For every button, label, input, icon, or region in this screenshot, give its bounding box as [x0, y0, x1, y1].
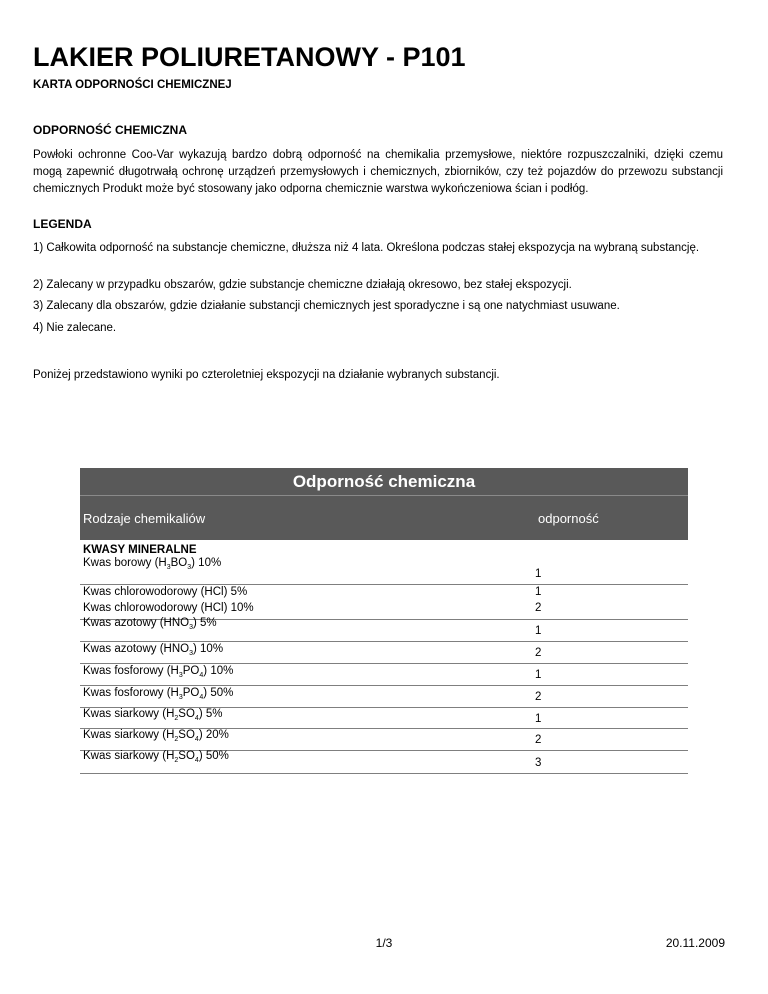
table-row	[80, 642, 688, 664]
page-number: 1/3	[375, 936, 393, 950]
chemical-name: Kwas chlorowodorowy (HCl) 5%	[83, 586, 248, 598]
resistance-value: 1	[535, 669, 542, 681]
legend-item: 1) Całkowita odporność na substancje chemiczne, dłuższa niż 4 lata. Określona podczas stałej ekspozycja na wybraną substancję.	[33, 242, 700, 254]
resistance-value: 1	[535, 568, 542, 580]
document-date: 20.11.2009	[665, 936, 725, 950]
chemical-name: Kwas fosforowy $(H_3PO_4)$ 10%	[83, 665, 234, 679]
table-row	[80, 708, 688, 729]
resistance-value: 1	[535, 586, 542, 598]
chemical-name: Kwas siarkowy $(H_2SO_4)$ 5%	[83, 708, 223, 722]
chemical-name: Kwas siarkowy $(H_2SO_4)$ 20%	[83, 729, 229, 743]
table-title: Odporność chemiczna	[292, 472, 476, 491]
page-title: LAKIER POLIURETANOWY - P101	[33, 42, 466, 72]
intro-heading: ODPORNOŚĆ CHEMICZNA	[33, 123, 188, 137]
table-header	[80, 468, 688, 540]
resistance-value: 2	[535, 602, 542, 614]
resistance-table	[80, 468, 688, 769]
column-header-resistance: odporność	[538, 511, 599, 526]
resistance-value: 1	[535, 713, 542, 725]
chemical-name: Kwas azotowy $(HNO_3)$ 5%	[83, 617, 217, 631]
table-row	[80, 617, 688, 642]
resistance-value: 3	[535, 757, 542, 769]
column-header-chemicals: Rodzaje chemikaliów	[83, 511, 206, 526]
chemical-name: Kwas borowy $(H_3BO_3)$ 10%	[83, 557, 222, 571]
legend-item: 4) Nie zalecane.	[33, 322, 117, 334]
chemical-name: Kwas fosforowy $(H_3PO_4)$ 50%	[83, 687, 234, 701]
intro-text: Powłoki ochronne Coo-Var wykazują bardzo dobrą odporność na chemikalia przemysłowe, niektóre rozpuszczalniki, dzięki czemu mogą zapewnić długotrwałą ochronę urządzeń przemysłowych i chemicznych, zbiorników, czy też pojazdów do przewozu substancji chemicznych Produkt może być stosowany jako odporna chemicznie warstwa wykończeniowa ścian i podłóg.	[33, 149, 723, 195]
table-row	[80, 557, 688, 585]
table-row	[80, 664, 688, 686]
resistance-value: 2	[535, 691, 542, 703]
table-row	[80, 751, 688, 774]
legend-heading: LEGENDA	[33, 217, 92, 231]
table-row	[80, 729, 688, 751]
results-note: Poniżej przedstawiono wyniki po czteroletniej ekspozycji na działanie wybranych substancji.	[33, 369, 500, 381]
chemical-name: Kwas azotowy $(HNO_3)$ 10%	[83, 643, 224, 657]
group-label: KWASY MINERALNE	[83, 544, 197, 556]
table-row	[80, 585, 688, 620]
chemical-name: Kwas chlorowodorowy (HCl) 10%	[83, 602, 254, 614]
page-subtitle: KARTA ODPORNOŚCI CHEMICZNEJ	[33, 79, 232, 91]
table-header-divider	[80, 495, 688, 496]
resistance-value: 2	[535, 647, 542, 659]
resistance-value: 1	[535, 625, 542, 637]
chemical-name: Kwas siarkowy $(H_2SO_4)$ 50%	[83, 750, 229, 764]
legend-item: 3) Zalecany dla obszarów, gdzie działanie substancji chemicznych jest sporadyczne i są one natychmiast usuwane.	[33, 300, 620, 312]
table-row	[80, 686, 688, 708]
legend-item: 2) Zalecany w przypadku obszarów, gdzie substancje chemiczne działają okresowo, bez stałej ekspozycji.	[33, 279, 572, 291]
resistance-value: 2	[535, 734, 542, 746]
